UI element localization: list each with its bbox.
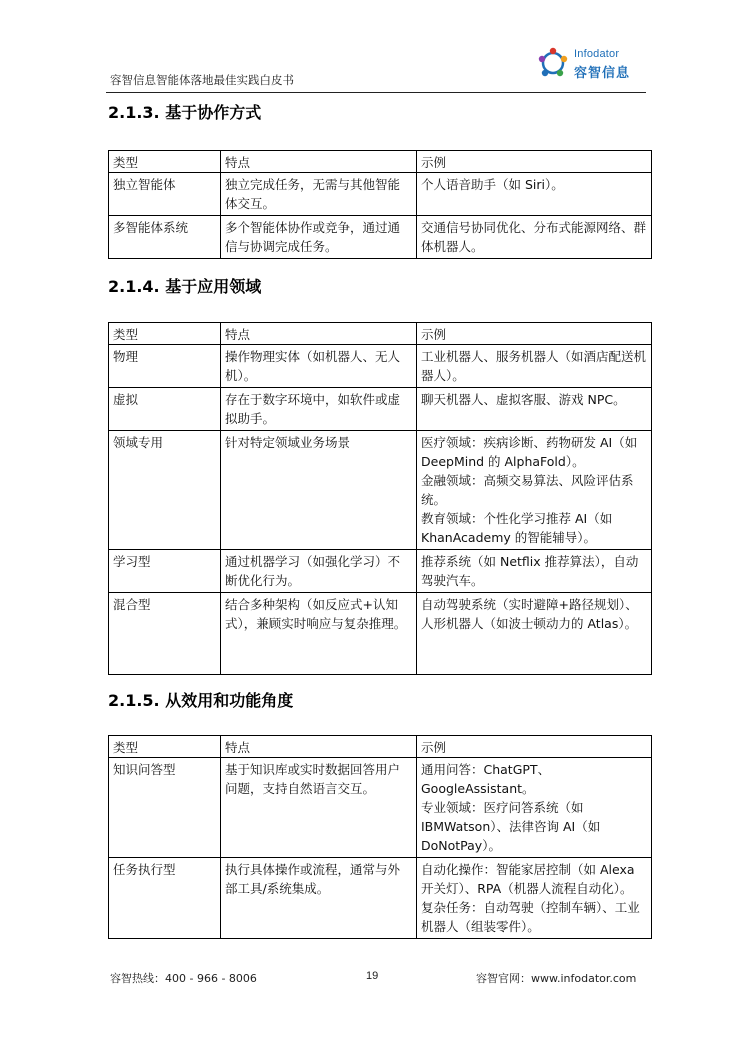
classification-table [108,150,652,259]
feature-cell [221,858,417,939]
feature-text: 针对特定领域业务场景 [225,435,351,450]
classification-table [108,735,652,939]
column-header: 类型 [109,151,221,173]
table-header-row [109,323,652,345]
table-row [109,858,652,939]
example-text: 金融领域：高频交易算法、风险评估系统。 [421,473,634,507]
table-header-row [109,736,652,758]
feature-text: 操作物理实体（如机器人、无人机）。 [225,349,401,383]
feature-cell [221,758,417,858]
type-cell: 混合型 [109,593,221,675]
feature-text: 结合多种架构（如反应式+认知式），兼顾实时响应与复杂推理。 [225,597,407,631]
example-cell [417,593,652,675]
feature-cell [221,216,417,259]
section-heading: 2.1.4. 基于应用领域 [108,277,262,296]
type-cell: 学习型 [109,550,221,593]
example-cell [417,431,652,550]
example-cell [417,388,652,431]
column-header: 示例 [417,323,652,345]
type-cell: 领域专用 [109,431,221,550]
feature-cell [221,388,417,431]
type-cell: 知识问答型 [109,758,221,858]
feature-cell [221,593,417,675]
table-row [109,173,652,216]
table-row [109,593,652,675]
table-row [109,345,652,388]
example-text: 聊天机器人、虚拟客服、游戏 NPC。 [421,392,626,407]
example-cell [417,550,652,593]
table-row [109,431,652,550]
feature-text: 通过机器学习（如强化学习）不断优化行为。 [225,554,401,588]
example-cell [417,345,652,388]
column-header: 类型 [109,736,221,758]
table-row [109,216,652,259]
footer-website: 容智官网：www.infodator.com [476,972,637,985]
example-text: 自动化操作：智能家居控制（如 Alexa 开关灯）、RPA（机器人流程自动化）。 [421,862,635,896]
feature-cell [221,550,417,593]
example-text: 通用问答：ChatGPT、GoogleAssistant。 [421,762,551,796]
page-number: 19 [366,970,379,982]
type-cell: 物理 [109,345,221,388]
feature-cell [221,431,417,550]
column-header: 特点 [221,323,417,345]
page-header [106,40,646,93]
feature-cell [221,173,417,216]
example-text: 复杂任务：自动驾驶（控制车辆）、工业机器人（组装零件）。 [421,900,640,934]
example-text: 个人语音助手（如 Siri）。 [421,177,564,192]
feature-text: 执行具体操作或流程，通常与外部工具/系统集成。 [225,862,401,896]
example-cell [417,216,652,259]
example-text: 交通信号协同优化、分布式能源网络、群体机器人。 [421,220,647,254]
table-row [109,550,652,593]
type-cell: 虚拟 [109,388,221,431]
document-title: 容智信息智能体落地最佳实践白皮书 [110,73,294,87]
section-heading: 2.1.5. 从效用和功能角度 [108,691,294,710]
footer-hotline: 容智热线：400 - 966 - 8006 [110,972,257,985]
example-text: 教育领域：个性化学习推荐 AI（如 KhanAcademy 的智能辅导）。 [421,511,613,545]
example-text: 自动驾驶系统（实时避障+路径规划）、人形机器人（如波士顿动力的 Atlas）。 [421,597,638,631]
column-header: 示例 [417,736,652,758]
example-cell [417,173,652,216]
example-text: 工业机器人、服务机器人（如酒店配送机器人）。 [421,349,647,383]
column-header: 示例 [417,151,652,173]
infodator-logo-icon [536,46,570,80]
page-footer [108,968,648,988]
table-header-row [109,151,652,173]
feature-text: 存在于数字环境中，如软件或虚拟助手。 [225,392,401,426]
column-header: 类型 [109,323,221,345]
section-heading: 2.1.3. 基于协作方式 [108,103,262,122]
classification-table [108,322,652,675]
feature-text: 独立完成任务，无需与其他智能体交互。 [225,177,401,211]
column-header: 特点 [221,151,417,173]
table-row [109,758,652,858]
feature-text: 基于知识库或实时数据回答用户问题，支持自然语言交互。 [225,762,401,796]
feature-cell [221,345,417,388]
column-header: 特点 [221,736,417,758]
table-row [109,388,652,431]
example-cell [417,758,652,858]
example-text: 推荐系统（如 Netflix 推荐算法），自动驾驶汽车。 [421,554,639,588]
example-text: 专业领域：医疗问答系统（如 IBMWatson）、法律咨询 AI（如 DoNotPay）。 [421,800,601,853]
type-cell: 独立智能体 [109,173,221,216]
logo-text-en: Infodator [574,48,620,60]
example-cell [417,858,652,939]
example-text: 医疗领域：疾病诊断、药物研发 AI（如 DeepMind 的 AlphaFold）。 [421,435,638,469]
type-cell: 多智能体系统 [109,216,221,259]
company-logo [536,44,646,84]
type-cell: 任务执行型 [109,858,221,939]
logo-text-cn: 容智信息 [574,66,631,81]
feature-text: 多个智能体协作或竞争，通过通信与协调完成任务。 [225,220,401,254]
